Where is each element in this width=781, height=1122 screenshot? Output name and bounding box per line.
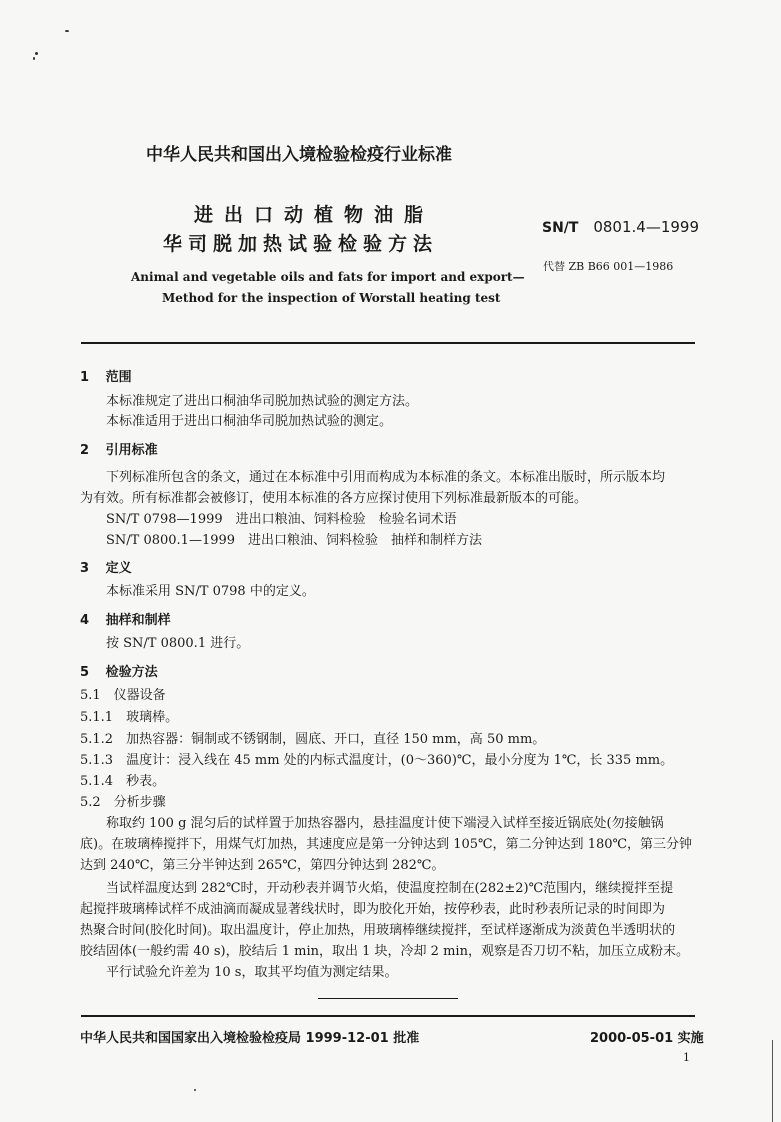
section-number: 4 <box>80 613 90 628</box>
paragraph: 称取约 100 g 混匀后的试样置于加热容器内，悬挂温度计使下端浸入试样至接近锅底处(勿接触锅 <box>106 816 664 831</box>
clause: 5.1.1 玻璃棒。 <box>80 710 179 725</box>
section-number: 5 <box>80 665 90 680</box>
section-title: 范围 <box>105 370 132 385</box>
section-5-heading <box>80 661 158 680</box>
paragraph: 为有效。所有标准都会被修订，使用本标准的各方应探讨使用下列标准最新版本的可能。 <box>80 491 588 506</box>
paragraph: 达到 240℃，第三分半钟达到 265℃，第四分钟达到 282℃。 <box>80 858 445 873</box>
standard-prefix: SN/T <box>542 220 579 236</box>
paragraph: 本标准规定了进出口桐油华司脱加热试验的测定方法。 <box>106 394 419 409</box>
standard-number <box>542 218 699 236</box>
clause: 5.1.3 温度计：浸入线在 45 mm 处的内标式温度计，(0～360)℃，最小分度为 1℃，长 335 mm。 <box>80 753 674 768</box>
section-number: 2 <box>80 443 90 458</box>
effective-date: 2000-05-01 实施 <box>590 1031 704 1046</box>
english-title-line-1: Animal and vegetable oils and fats for import and export— <box>131 270 525 284</box>
paragraph: 起搅拌玻璃棒试样不成油滴而凝成显著线状时，即为胶化开始，按停秒表，此时秒表所记录的时间即为 <box>80 902 666 917</box>
title-line-1: 进出口动植物油脂 <box>194 204 435 226</box>
section-number: 3 <box>80 561 90 576</box>
scan-edge-line <box>772 1040 773 1122</box>
clause: 5.1.2 加热容器：铜制或不锈钢制，圆底、开口，直径 150 mm，高 50 mm。 <box>80 732 546 747</box>
subsection-heading: 5.2 分析步骤 <box>80 795 166 810</box>
paragraph: 下列标准所包含的条文，通过在本标准中引用而构成为本标准的条文。本标准出版时，所示版本均 <box>106 470 666 485</box>
paragraph: 胶结固体(一般约需 40 s)，胶结后 1 min，取出 1 块，冷却 2 min，观察是否刀切不粘，加压立成粉末。 <box>80 944 689 959</box>
section-title: 抽样和制样 <box>105 613 171 628</box>
scan-speck <box>65 30 69 32</box>
reference-item: SN/T 0798—1999 进出口粮油、饲料检验 检验名词术语 <box>106 512 457 527</box>
page-number: 1 <box>683 1051 690 1064</box>
paragraph: 本标准适用于进出口桐油华司脱加热试验的测定。 <box>106 414 393 429</box>
approval-line: 中华人民共和国国家出入境检验检疫局 1999-12-01 批准 <box>80 1031 420 1046</box>
section-4-heading <box>80 609 171 628</box>
end-rule <box>318 998 458 999</box>
paragraph: 底)。在玻璃棒搅拌下，用煤气灯加热，其速度应是第一分钟达到 105℃，第二分钟达到 180℃，第三分钟 <box>80 837 693 852</box>
paragraph: 当试样温度达到 282℃时，开动秒表并调节火焰，使温度控制在(282±2)℃范围内，继续搅拌至提 <box>106 881 674 896</box>
section-2-heading <box>80 439 158 458</box>
paragraph: 热聚合时间(胶化时间)。取出温度计，停止加热，用玻璃棒继续搅拌，至试样逐渐成为淡黄色半透明状的 <box>80 923 676 938</box>
scan-speck <box>33 57 35 60</box>
section-number: 1 <box>80 370 90 385</box>
subsection-heading: 5.1 仪器设备 <box>80 688 166 703</box>
footer-rule <box>81 1015 695 1017</box>
scan-speck <box>35 52 38 55</box>
title-line-2: 华司脱加热试验检验方法 <box>163 233 439 255</box>
replaces-note: 代替 ZB B66 001—1986 <box>543 260 674 273</box>
header-rule <box>81 342 695 344</box>
clause: 5.1.4 秒表。 <box>80 774 166 789</box>
paragraph: 平行试验允许差为 10 s，取其平均值为测定结果。 <box>106 965 398 980</box>
reference-item: SN/T 0800.1—1999 进出口粮油、饲料检验 抽样和制样方法 <box>106 533 483 548</box>
section-1-heading <box>80 366 132 385</box>
paragraph: 按 SN/T 0800.1 进行。 <box>106 636 250 651</box>
org-title: 中华人民共和国出入境检验检疫行业标准 <box>146 145 452 165</box>
standard-code: 0801.4—1999 <box>593 218 700 236</box>
section-title: 检验方法 <box>105 665 158 680</box>
section-title: 定义 <box>105 561 132 576</box>
section-3-heading <box>80 557 132 576</box>
paragraph: 本标准采用 SN/T 0798 中的定义。 <box>106 584 315 599</box>
english-title-line-2: Method for the inspection of Worstall heating test <box>162 291 501 305</box>
section-title: 引用标准 <box>105 443 158 458</box>
scan-speck <box>194 1089 196 1091</box>
